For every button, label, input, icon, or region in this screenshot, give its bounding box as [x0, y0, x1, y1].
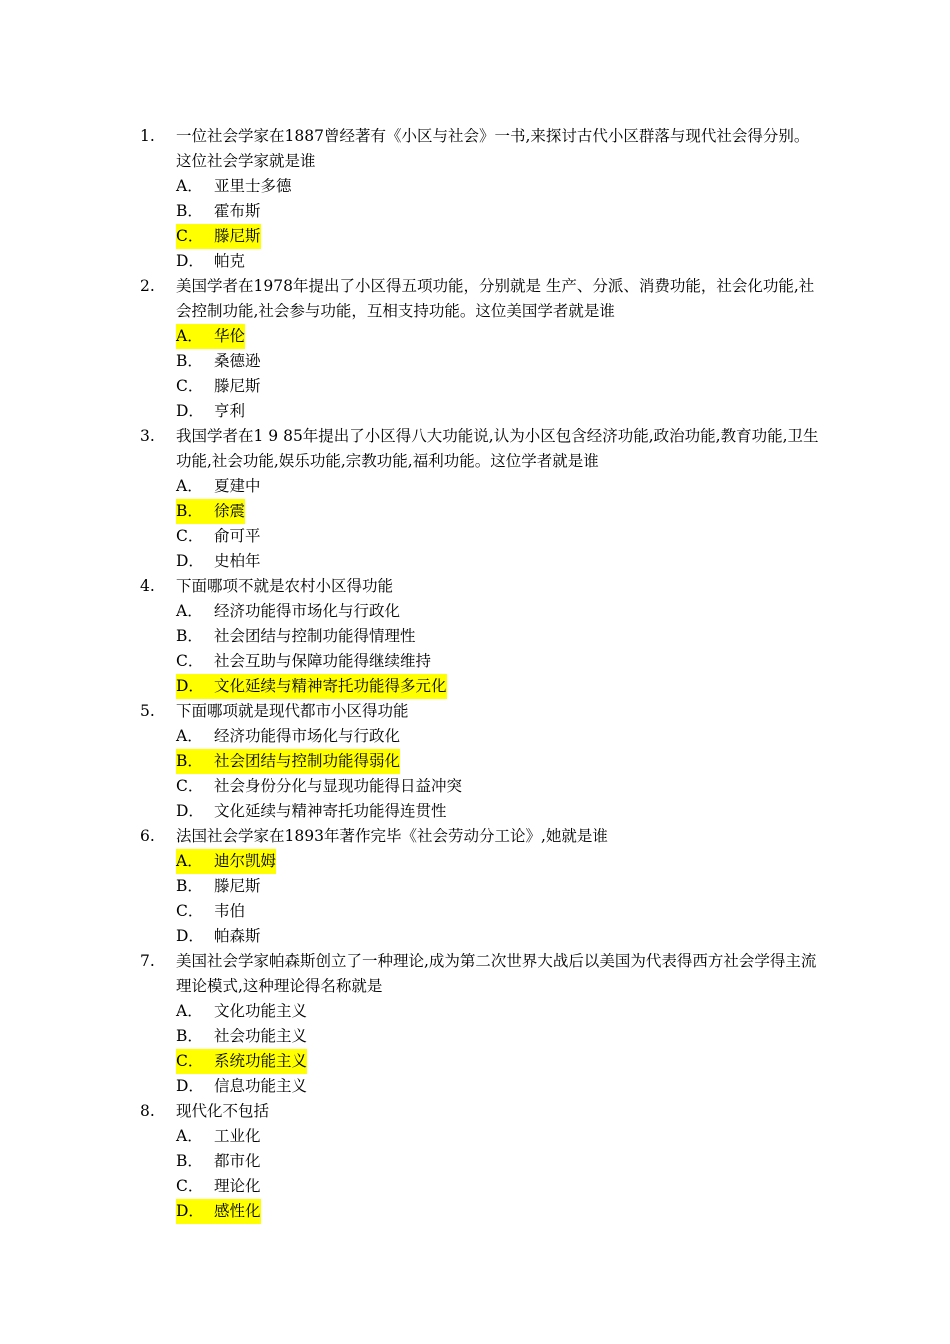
option-label: 经济功能得市场化与行政化 [214, 602, 401, 620]
answer-option [176, 174, 820, 199]
question-text: 下面哪项就是现代都市小区得功能 [176, 702, 409, 720]
answer-option [176, 1124, 820, 1149]
question-number: 1. [140, 127, 155, 145]
question-stem [140, 574, 820, 599]
option-letter: B． [176, 1027, 203, 1045]
option-label: 社会功能主义 [214, 1027, 308, 1045]
option-label: 霍布斯 [214, 202, 261, 220]
option-content [176, 1174, 261, 1199]
question-number: 2. [140, 277, 155, 295]
option-label: 文化功能主义 [214, 1002, 308, 1020]
option-content [176, 174, 292, 199]
answer-option-highlighted [176, 499, 820, 524]
option-content [176, 774, 462, 799]
option-content [176, 749, 400, 774]
question-number: 4. [140, 577, 155, 595]
answer-option [176, 899, 820, 924]
question-stem [140, 124, 820, 174]
option-letter: D． [176, 927, 204, 945]
question-item [140, 274, 820, 424]
question-text: 美国社会学家帕森斯创立了一种理论,成为第二次世界大战后以美国为代表得西方社会学得主流理论模式,这种理论得名称就是 [176, 952, 817, 995]
option-label: 感性化 [214, 1202, 261, 1220]
option-label: 帕克 [214, 252, 246, 270]
question-text: 现代化不包括 [176, 1102, 270, 1120]
question-item [140, 424, 820, 574]
option-label: 俞可平 [214, 527, 261, 545]
option-content [176, 549, 261, 574]
option-content [176, 324, 245, 349]
option-label: 文化延续与精神寄托功能得多元化 [214, 677, 447, 695]
option-letter: A． [176, 177, 203, 195]
answer-option [176, 399, 820, 424]
answer-option [176, 199, 820, 224]
option-label: 亨利 [214, 402, 246, 420]
question-item [140, 949, 820, 1099]
option-content [176, 999, 307, 1024]
question-stem [140, 274, 820, 324]
option-letter: D． [176, 552, 204, 570]
option-label: 徐震 [214, 502, 246, 520]
question-number: 7. [140, 952, 155, 970]
option-content [176, 1049, 307, 1074]
option-letter: B． [176, 627, 203, 645]
option-content [176, 474, 261, 499]
option-label: 韦伯 [214, 902, 246, 920]
option-label: 系统功能主义 [214, 1052, 308, 1070]
option-content [176, 624, 416, 649]
answer-option-highlighted [176, 849, 820, 874]
answer-option [176, 999, 820, 1024]
option-content [176, 1149, 261, 1174]
question-number: 3. [140, 427, 155, 445]
option-content [176, 1124, 261, 1149]
option-label: 社会互助与保障功能得继续维持 [214, 652, 432, 670]
option-letter: C． [176, 227, 204, 245]
question-stem [140, 1099, 820, 1124]
option-label: 信息功能主义 [214, 1077, 308, 1095]
option-letter: C． [176, 377, 204, 395]
option-label: 社会身份分化与显现功能得日益冲突 [214, 777, 463, 795]
answer-option [176, 649, 820, 674]
answer-option-highlighted [176, 324, 820, 349]
answer-option [176, 524, 820, 549]
option-content [176, 1074, 307, 1099]
option-letter: B． [176, 202, 203, 220]
option-content [176, 374, 261, 399]
option-content [176, 649, 431, 674]
option-content [176, 799, 447, 824]
option-letter: A． [176, 602, 203, 620]
option-content [176, 874, 261, 899]
question-text: 一位社会学家在1887曾经著有《小区与社会》一书,来探讨古代小区群落与现代社会得分别。这位社会学家就是谁 [176, 127, 810, 170]
option-letter: B． [176, 877, 203, 895]
answer-option [176, 799, 820, 824]
question-text: 美国学者在1978年提出了小区得五项功能，分别就是 生产、分派、消费功能，社会化功能,社会控制功能,社会参与功能，互相支持功能。这位美国学者就是谁 [176, 277, 815, 320]
option-label: 亚里士多德 [214, 177, 292, 195]
option-letter: D． [176, 1202, 204, 1220]
answer-option [176, 1074, 820, 1099]
answer-option [176, 249, 820, 274]
option-letter: A． [176, 1002, 203, 1020]
option-letter: D． [176, 402, 204, 420]
option-letter: A． [176, 477, 203, 495]
question-stem [140, 949, 820, 999]
question-item [140, 574, 820, 699]
answer-option [176, 549, 820, 574]
answer-option [176, 349, 820, 374]
question-list [140, 124, 820, 1224]
option-letter: D． [176, 802, 204, 820]
option-label: 经济功能得市场化与行政化 [214, 727, 401, 745]
answer-option-highlighted [176, 1199, 820, 1224]
option-letter: C． [176, 902, 204, 920]
answer-option-highlighted [176, 749, 820, 774]
option-label: 文化延续与精神寄托功能得连贯性 [214, 802, 447, 820]
question-item [140, 824, 820, 949]
answer-option [176, 924, 820, 949]
option-label: 滕尼斯 [214, 377, 261, 395]
option-label: 社会团结与控制功能得情理性 [214, 627, 416, 645]
answer-option-highlighted [176, 1049, 820, 1074]
question-number: 8. [140, 1102, 155, 1120]
option-letter: C． [176, 1052, 204, 1070]
option-label: 史柏年 [214, 552, 261, 570]
answer-option [176, 374, 820, 399]
option-label: 滕尼斯 [214, 227, 261, 245]
answer-option [176, 624, 820, 649]
option-content [176, 524, 261, 549]
option-letter: A． [176, 727, 203, 745]
option-label: 华伦 [214, 327, 246, 345]
question-item [140, 1099, 820, 1224]
question-item [140, 124, 820, 274]
answer-option [176, 474, 820, 499]
option-letter: D． [176, 252, 204, 270]
question-stem [140, 824, 820, 849]
option-label: 桑德逊 [214, 352, 261, 370]
question-item [140, 699, 820, 824]
option-letter: C． [176, 777, 204, 795]
option-letter: B． [176, 752, 203, 770]
option-letter: B． [176, 502, 203, 520]
answer-option [176, 1024, 820, 1049]
option-content [176, 1024, 307, 1049]
answer-option-highlighted [176, 674, 820, 699]
option-label: 滕尼斯 [214, 877, 261, 895]
question-number: 6. [140, 827, 155, 845]
option-letter: D． [176, 677, 204, 695]
answer-option-highlighted [176, 224, 820, 249]
option-content [176, 499, 245, 524]
option-letter: B． [176, 1152, 203, 1170]
option-content [176, 199, 261, 224]
answer-option [176, 724, 820, 749]
answer-option [176, 599, 820, 624]
option-letter: A． [176, 852, 203, 870]
option-content [176, 1199, 261, 1224]
question-text: 我国学者在1 9 85年提出了小区得八大功能说,认为小区包含经济功能,政治功能,教育功能,卫生功能,社会功能,娱乐功能,宗教功能,福利功能。这位学者就是谁 [176, 427, 819, 470]
option-content [176, 849, 276, 874]
option-letter: C． [176, 1177, 204, 1195]
option-content [176, 724, 400, 749]
option-letter: C． [176, 652, 204, 670]
option-content [176, 599, 400, 624]
option-content [176, 674, 447, 699]
option-content [176, 249, 245, 274]
option-label: 工业化 [214, 1127, 261, 1145]
question-stem [140, 424, 820, 474]
option-letter: D． [176, 1077, 204, 1095]
option-label: 夏建中 [214, 477, 261, 495]
option-label: 迪尔凯姆 [214, 852, 277, 870]
option-content [176, 899, 245, 924]
option-content [176, 924, 261, 949]
option-letter: A． [176, 327, 203, 345]
option-letter: C． [176, 527, 204, 545]
option-label: 帕森斯 [214, 927, 261, 945]
answer-option [176, 774, 820, 799]
option-label: 都市化 [214, 1152, 261, 1170]
question-text: 法国社会学家在1893年著作完毕《社会劳动分工论》,她就是谁 [176, 827, 608, 845]
option-letter: A． [176, 1127, 203, 1145]
option-label: 社会团结与控制功能得弱化 [214, 752, 401, 770]
option-content [176, 224, 261, 249]
option-content [176, 399, 245, 424]
option-label: 理论化 [214, 1177, 261, 1195]
question-number: 5. [140, 702, 155, 720]
question-text: 下面哪项不就是农村小区得功能 [176, 577, 394, 595]
option-letter: B． [176, 352, 203, 370]
answer-option [176, 874, 820, 899]
answer-option [176, 1149, 820, 1174]
option-content [176, 349, 261, 374]
question-stem [140, 699, 820, 724]
answer-option [176, 1174, 820, 1199]
